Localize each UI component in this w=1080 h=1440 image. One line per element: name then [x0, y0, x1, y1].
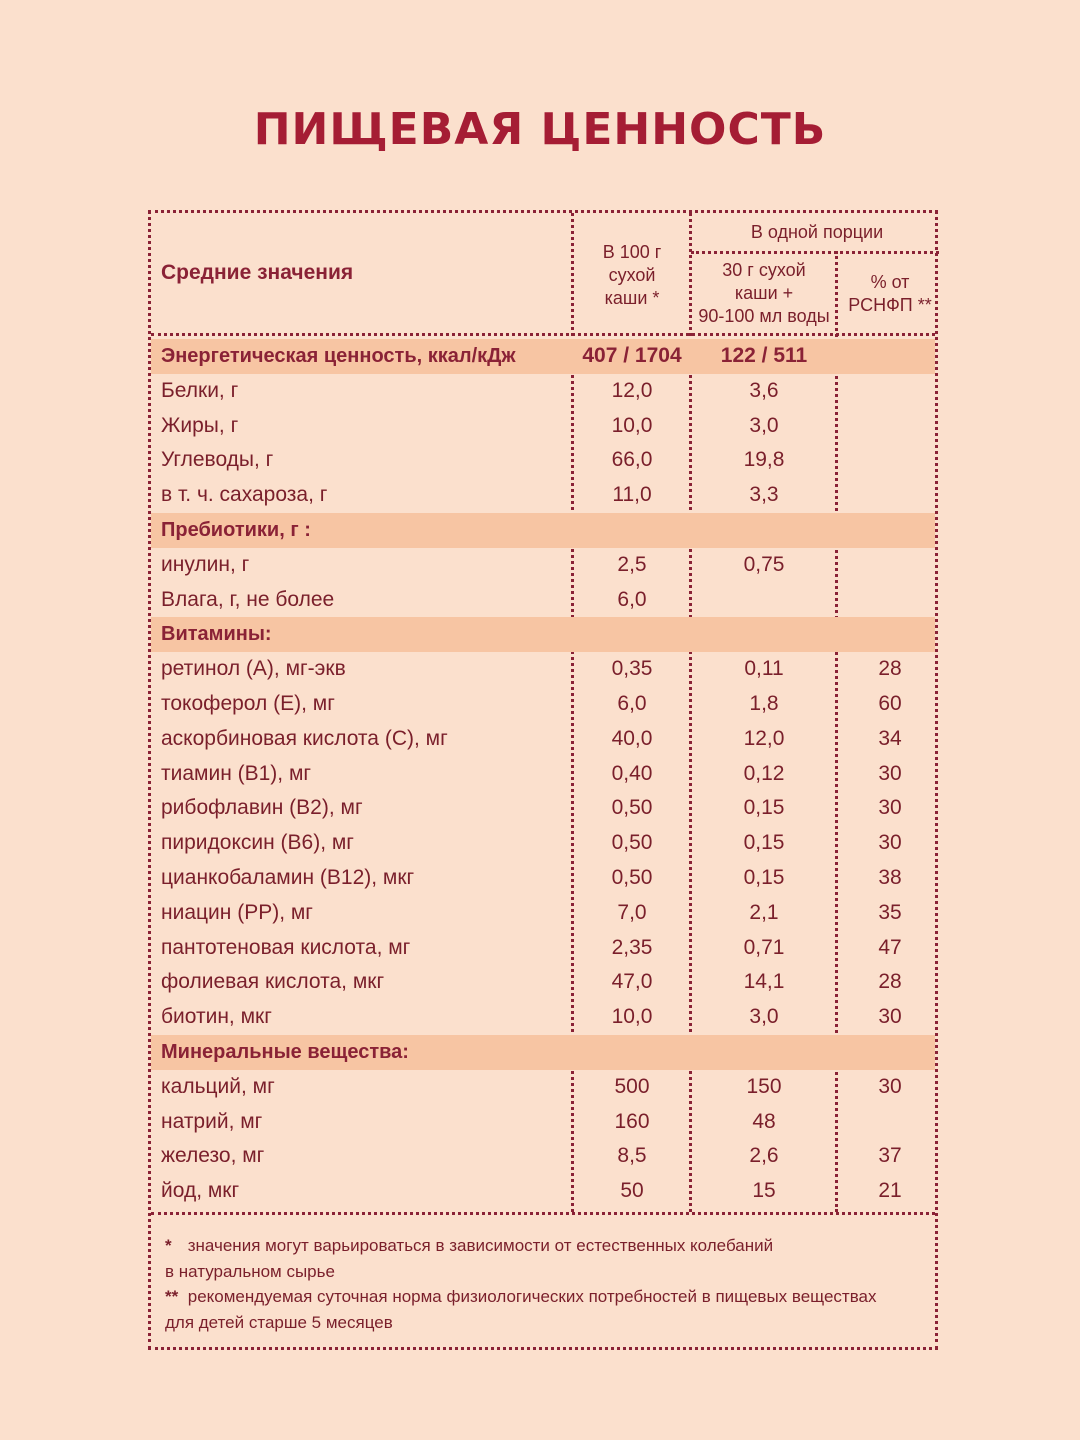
value-per-100g: 2,5 — [617, 552, 647, 576]
table-row — [151, 965, 935, 1000]
value-per-100g: 0,50 — [611, 865, 653, 889]
value-per-portion: 0,11 — [744, 657, 784, 681]
value-percent: 30 — [878, 761, 902, 785]
table-row — [151, 757, 935, 792]
table-row — [151, 409, 935, 444]
value-percent: 21 — [878, 1179, 902, 1203]
value-per-portion — [691, 617, 837, 652]
section-header-row — [151, 617, 935, 652]
value-per-100g: 12,0 — [611, 378, 653, 402]
value-per-100g: 47,0 — [611, 970, 653, 994]
nutrient-name: Углеводы, г — [161, 448, 274, 472]
value-percent — [837, 1105, 943, 1140]
table-row — [151, 722, 935, 757]
table-row — [151, 443, 935, 478]
value-percent: 30 — [878, 831, 902, 855]
footnote-line — [165, 1310, 935, 1336]
value-percent — [837, 374, 943, 409]
value-percent — [837, 1035, 943, 1070]
value-per-portion: 19,8 — [743, 448, 785, 472]
nutrient-name: железо, мг — [161, 1144, 265, 1168]
value-percent: 28 — [878, 970, 902, 994]
value-per-portion: 0,15 — [743, 796, 785, 820]
table-row — [151, 583, 935, 618]
value-percent: 30 — [878, 1074, 902, 1098]
value-per-100g — [573, 617, 691, 652]
nutrient-name: Витамины: — [161, 623, 272, 646]
nutrient-name: в т. ч. сахароза, г — [161, 483, 328, 507]
footnote-mark: ** — [165, 1287, 179, 1306]
footnote-text: в натуральном сырье — [165, 1261, 335, 1281]
nutrient-name: инулин, г — [161, 552, 250, 576]
header-portion: 30 г сухой каши + 90-100 мл воды — [698, 260, 830, 326]
table-row — [151, 652, 935, 687]
value-per-100g: 66,0 — [611, 448, 653, 472]
value-per-100g: 0,50 — [611, 796, 653, 820]
header-percent-rsnfp: % от РСНФП ** — [848, 272, 932, 315]
value-per-100g: 6,0 — [617, 691, 647, 715]
value-percent — [837, 583, 943, 618]
table-row — [151, 826, 935, 861]
footnote-line — [165, 1233, 935, 1259]
nutrient-name: Жиры, г — [161, 413, 239, 437]
value-per-portion: 0,15 — [743, 865, 785, 889]
value-per-portion: 2,6 — [749, 1144, 779, 1168]
value-percent — [837, 443, 943, 478]
value-percent: 35 — [878, 900, 902, 924]
table-row — [151, 861, 935, 896]
nutrient-name: Минеральные вещества: — [161, 1040, 409, 1063]
value-percent — [837, 548, 943, 583]
value-percent — [837, 513, 943, 548]
header-portion-group: В одной порции — [750, 222, 884, 242]
value-per-portion: 0,71 — [743, 935, 785, 959]
value-per-100g: 2,35 — [611, 935, 653, 959]
table-row — [151, 1070, 935, 1105]
value-per-100g — [573, 513, 691, 548]
value-percent — [837, 478, 943, 513]
value-per-portion: 1,8 — [749, 691, 779, 715]
table-row — [151, 896, 935, 931]
nutrient-name: рибофлавин (В2), мг — [161, 796, 363, 820]
nutrient-name: кальций, мг — [161, 1074, 275, 1098]
value-per-portion: 0,15 — [743, 831, 785, 855]
divider — [691, 251, 939, 254]
nutrient-name: фолиевая кислота, мкг — [161, 970, 385, 994]
value-per-portion — [691, 513, 837, 548]
value-per-portion: 2,1 — [749, 900, 779, 924]
value-per-portion — [691, 1035, 837, 1070]
section-header-row — [151, 339, 935, 374]
nutrient-name: биотин, мкг — [161, 1005, 272, 1029]
divider — [151, 1212, 935, 1215]
value-per-portion: 12,0 — [743, 726, 785, 750]
footnote-line — [165, 1284, 935, 1310]
nutrient-name: Энергетическая ценность, ккал/кДж — [161, 345, 516, 367]
table-row — [151, 687, 935, 722]
table-row — [151, 931, 935, 966]
value-per-portion: 3,0 — [749, 1005, 779, 1029]
value-percent: 37 — [878, 1144, 902, 1168]
value-per-portion: 15 — [752, 1179, 776, 1203]
nutrient-name: натрий, мг — [161, 1109, 263, 1133]
nutrient-name: токоферол (Е), мг — [161, 691, 335, 715]
value-per-100g: 0,50 — [611, 831, 653, 855]
table-row — [151, 1139, 935, 1174]
value-per-100g: 160 — [614, 1109, 650, 1133]
footnote-mark: * — [165, 1236, 172, 1255]
nutrient-name: аскорбиновая кислота (С), мг — [161, 726, 448, 750]
value-per-100g: 10,0 — [611, 413, 653, 437]
value-percent — [837, 617, 943, 652]
page-title: ПИЩЕВАЯ ЦЕННОСТЬ — [253, 104, 827, 155]
footnote-text: рекомендуемая суточная норма физиологических потребностей в пищевых веществах — [187, 1287, 877, 1306]
table-row — [151, 478, 935, 513]
section-header-row — [151, 1035, 935, 1070]
value-per-portion: 3,6 — [749, 378, 779, 402]
value-per-100g: 8,5 — [617, 1144, 647, 1168]
value-percent: 30 — [878, 1005, 902, 1029]
nutrient-name: Белки, г — [161, 378, 239, 402]
value-per-100g: 407 / 1704 — [582, 344, 682, 367]
footnote-text: значения могут варьироваться в зависимости от естественных колебаний — [187, 1236, 774, 1255]
value-per-100g: 40,0 — [611, 726, 653, 750]
table-row — [151, 1000, 935, 1035]
value-per-portion: 48 — [752, 1109, 776, 1133]
value-per-portion: 0,12 — [743, 761, 785, 785]
value-per-100g: 500 — [614, 1074, 650, 1098]
footnote-text: для детей старше 5 месяцев — [165, 1312, 393, 1332]
value-per-100g: 10,0 — [611, 1005, 653, 1029]
value-per-portion: 3,3 — [749, 483, 779, 507]
value-percent: 47 — [878, 935, 902, 959]
value-percent: 30 — [878, 796, 902, 820]
value-per-portion: 14,1 — [743, 970, 785, 994]
value-percent — [837, 339, 943, 374]
nutrition-table — [148, 210, 938, 1350]
table-row — [151, 1105, 935, 1140]
nutrient-name: ретинол (А), мг-экв — [161, 657, 346, 681]
nutrient-name: Пребиотики, г : — [161, 518, 311, 541]
divider — [151, 333, 935, 336]
table-row — [151, 548, 935, 583]
nutrient-name: тиамин (В1), мг — [161, 761, 312, 785]
value-percent: 34 — [878, 726, 902, 750]
nutrient-name: Влага, г, не более — [161, 587, 335, 611]
nutrient-name: ниацин (РР), мг — [161, 900, 313, 924]
table-row — [151, 791, 935, 826]
table-body — [151, 339, 935, 1209]
value-per-portion: 150 — [746, 1074, 782, 1098]
value-per-portion — [691, 583, 837, 618]
footnote-line — [165, 1259, 935, 1285]
value-per-100g: 7,0 — [617, 900, 647, 924]
value-per-portion: 0,75 — [743, 552, 785, 576]
header-per-100g: В 100 г сухой каши * — [602, 242, 662, 308]
value-per-100g: 6,0 — [617, 587, 647, 611]
nutrient-name: йод, мкг — [161, 1179, 240, 1203]
value-percent: 38 — [878, 865, 902, 889]
section-header-row — [151, 513, 935, 548]
nutrient-name: пантотеновая кислота, мг — [161, 935, 411, 959]
value-per-100g: 11,0 — [612, 483, 652, 507]
value-per-portion: 3,0 — [749, 413, 779, 437]
value-per-100g — [573, 1035, 691, 1070]
table-row — [151, 1174, 935, 1209]
value-percent: 60 — [878, 691, 902, 715]
table-row — [151, 374, 935, 409]
nutrient-name: пиридоксин (В6), мг — [161, 831, 354, 855]
value-per-100g: 0,40 — [611, 761, 653, 785]
value-per-100g: 50 — [620, 1179, 644, 1203]
value-percent — [837, 409, 943, 444]
value-percent: 28 — [878, 657, 902, 681]
nutrient-name: цианкобаламин (В12), мкг — [161, 865, 415, 889]
footnotes — [165, 1233, 935, 1335]
header-label: Средние значения — [161, 261, 354, 284]
value-per-portion: 122 / 511 — [720, 344, 808, 367]
value-per-100g: 0,35 — [611, 657, 653, 681]
